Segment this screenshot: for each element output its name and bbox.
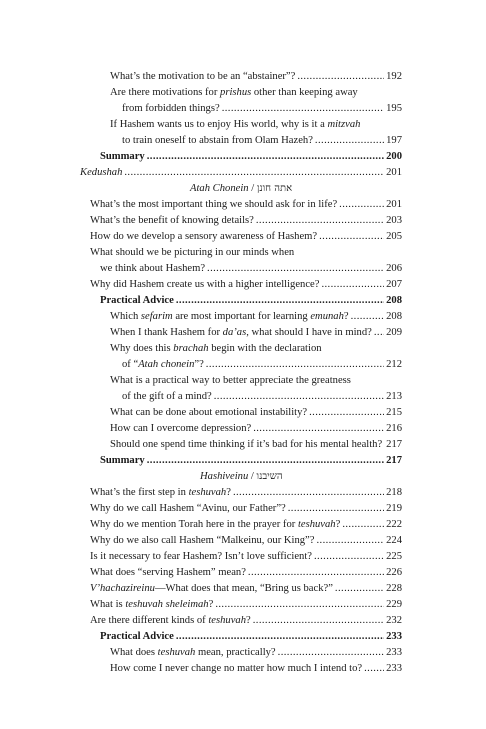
toc-entry xyxy=(90,197,402,213)
toc-entry xyxy=(122,357,402,373)
toc-page-number: 195 xyxy=(386,103,402,114)
leader-dots xyxy=(364,661,384,677)
toc-entry xyxy=(90,565,402,581)
toc-entry xyxy=(110,373,402,389)
toc-entry xyxy=(90,517,402,533)
toc-page-number: 209 xyxy=(386,327,402,338)
toc-entry-title: What does teshuvah mean, practically? xyxy=(110,647,276,658)
toc-page-number: 229 xyxy=(386,599,402,610)
toc-entry xyxy=(90,549,402,565)
toc-entry xyxy=(90,277,402,293)
toc-entry-title: How come I never change no matter how much I intend to? xyxy=(110,663,363,674)
toc-entry-title: V’hachazireinu—What does that mean, “Bring us back?” xyxy=(90,583,333,594)
leader-dots xyxy=(297,69,384,85)
toc-entry-title: What’s the first step in teshuvah? xyxy=(90,487,231,498)
leader-dots xyxy=(222,101,384,117)
leader-dots xyxy=(215,597,384,613)
toc-page-number: 233 xyxy=(386,647,402,658)
toc-page-number: 206 xyxy=(386,263,402,274)
toc-entry xyxy=(110,309,402,325)
toc-page-number: 216 xyxy=(386,423,402,434)
toc-entry-title: Why do we mention Torah here in the prayer for teshuvah? xyxy=(90,519,341,530)
toc-entry xyxy=(122,101,402,117)
toc-entry-title: What can be done about emotional instability? xyxy=(110,407,308,418)
toc-entry-title: Kedushah xyxy=(80,167,123,178)
section-heading-transliteration: Atah Chonein xyxy=(190,183,249,194)
leader-dots xyxy=(339,197,384,213)
toc-page-number: 203 xyxy=(386,215,402,226)
leader-dots xyxy=(342,517,384,533)
leader-dots xyxy=(288,501,384,517)
toc-entry xyxy=(110,69,402,85)
section-heading-transliteration: Hashiveinu xyxy=(200,471,249,482)
toc-page-number: 201 xyxy=(386,199,402,210)
toc-entry xyxy=(110,85,402,101)
leader-dots xyxy=(248,565,384,581)
toc-entry-title: to train oneself to abstain from Olam Hazeh? xyxy=(122,135,313,146)
toc-entry-title: of the gift of a mind? xyxy=(122,391,212,402)
toc-page-number: 208 xyxy=(386,295,402,306)
leader-dots xyxy=(253,421,384,437)
toc-entry-title: How can I overcome depression? xyxy=(110,423,252,434)
toc-entry xyxy=(90,533,402,549)
toc-page-number: 219 xyxy=(386,503,402,514)
toc-entry xyxy=(110,421,402,437)
toc-entry xyxy=(90,485,402,501)
toc-entry xyxy=(122,133,402,149)
toc-page-number: 217 xyxy=(386,439,403,450)
leader-dots xyxy=(147,149,384,165)
toc-entry xyxy=(100,453,402,469)
toc-page-number: 215 xyxy=(386,407,402,418)
toc-entry-title: Why do we also call Hashem “Malkeinu, our King”? xyxy=(90,535,315,546)
toc-page-number: 205 xyxy=(386,231,402,242)
toc-page-number: 201 xyxy=(386,167,402,178)
toc-entry xyxy=(100,149,402,165)
leader-dots xyxy=(319,229,384,245)
leader-dots xyxy=(314,549,384,565)
toc-entry xyxy=(80,165,402,181)
toc-entry-title: Should one spend time thinking if it’s bad for his mental health? xyxy=(110,439,383,450)
toc-entry-title: Why did Hashem create us with a higher intelligence? xyxy=(90,279,320,290)
toc-page-number: 212 xyxy=(386,359,402,370)
toc-entry xyxy=(90,581,402,597)
leader-dots xyxy=(206,357,384,373)
section-heading-hashiveinu: Hashiveinu / השיבנו xyxy=(200,471,283,482)
toc-page-number: 218 xyxy=(386,487,402,498)
toc-page-number: 217 xyxy=(386,455,402,466)
toc-entry-title: Is it necessary to fear Hashem? Isn’t love sufficient? xyxy=(90,551,312,562)
toc-entry xyxy=(90,597,402,613)
toc-page-number: 213 xyxy=(386,391,402,402)
toc-entry xyxy=(100,629,402,645)
toc-page-number: 233 xyxy=(386,631,402,642)
toc-entry xyxy=(110,405,402,421)
toc-entry-title: we think about Hashem? xyxy=(100,263,206,274)
leader-dots xyxy=(233,485,384,501)
leader-dots xyxy=(256,213,384,229)
toc-entry xyxy=(110,645,402,661)
leader-dots xyxy=(335,581,384,597)
toc-entry xyxy=(110,437,402,453)
section-heading-hebrew: אתה חונן xyxy=(256,183,293,194)
toc-page-number: 233 xyxy=(386,663,402,674)
toc-entry xyxy=(90,213,402,229)
toc-page-number: 208 xyxy=(386,311,402,322)
leader-dots xyxy=(176,629,384,645)
toc-entry-title: of “Atah chonein”? xyxy=(122,359,204,370)
leader-dots xyxy=(214,389,384,405)
toc-page-number: 192 xyxy=(386,71,402,82)
toc-entry-title: What does “serving Hashem” mean? xyxy=(90,567,246,578)
leader-dots xyxy=(147,453,384,469)
toc-entry-title: What should we be picturing in our minds when xyxy=(90,247,295,258)
toc-entry xyxy=(110,325,402,341)
toc-entry-title: What’s the motivation to be an “abstainer”? xyxy=(110,71,296,82)
toc-entry xyxy=(90,245,402,261)
toc-entry xyxy=(90,613,402,629)
toc-entry-title: Summary xyxy=(100,151,145,162)
toc-entry-title: What’s the most important thing we should ask for in life? xyxy=(90,199,338,210)
toc-page-number: 232 xyxy=(386,615,402,626)
leader-dots xyxy=(124,165,384,181)
section-heading-hebrew: השיבנו xyxy=(256,471,283,482)
toc-entry xyxy=(110,341,402,357)
toc-entry-title: Practical Advice xyxy=(100,295,174,306)
toc-entry-title: from forbidden things? xyxy=(122,103,220,114)
toc-entry-title: Summary xyxy=(100,455,145,466)
toc-entry-title: Are there different kinds of teshuvah? xyxy=(90,615,251,626)
leader-dots xyxy=(253,613,384,629)
toc-page-number: 207 xyxy=(386,279,402,290)
leader-dots xyxy=(351,309,385,325)
toc-entry-title: Practical Advice xyxy=(100,631,174,642)
toc-entry-title: What is a practical way to better appreciate the greatness xyxy=(110,375,351,386)
toc-entry-title: Why do we call Hashem “Avinu, our Father”? xyxy=(90,503,286,514)
toc-entry xyxy=(90,229,402,245)
leader-dots xyxy=(315,133,384,149)
toc-page-number: 224 xyxy=(386,535,402,546)
toc-page-number: 200 xyxy=(386,151,402,162)
leader-dots xyxy=(207,261,384,277)
leader-dots xyxy=(176,293,384,309)
toc-entry-title: Which sefarim are most important for learning emunah? xyxy=(110,311,349,322)
toc-entry-title: What’s the benefit of knowing details? xyxy=(90,215,254,226)
toc-page-number: 222 xyxy=(386,519,402,530)
toc-entry-title: What is teshuvah sheleimah? xyxy=(90,599,214,610)
toc-page-number: 225 xyxy=(386,551,402,562)
toc-entry xyxy=(110,661,402,677)
toc-page-number: 197 xyxy=(386,135,402,146)
toc-entry-title: If Hashem wants us to enjoy His world, why is it a mitzvah xyxy=(110,119,361,130)
toc-page-number: 226 xyxy=(386,567,402,578)
toc-entry-title: Why does this brachah begin with the declaration xyxy=(110,343,322,354)
leader-dots xyxy=(374,325,384,341)
toc-entry xyxy=(100,261,402,277)
leader-dots xyxy=(321,277,384,293)
toc-entry-title: Are there motivations for prishus other than keeping away xyxy=(110,87,358,98)
leader-dots xyxy=(278,645,384,661)
toc-page-number: 228 xyxy=(386,583,402,594)
toc-entry-title: When I thank Hashem for da’as, what should I have in mind? xyxy=(110,327,372,338)
toc-entry xyxy=(100,293,402,309)
toc-entry xyxy=(90,501,402,517)
toc-entry-title: How do we develop a sensory awareness of Hashem? xyxy=(90,231,318,242)
leader-dots xyxy=(309,405,384,421)
toc-entry xyxy=(122,389,402,405)
leader-dots xyxy=(316,533,384,549)
toc-entry xyxy=(110,117,402,133)
section-heading-atah-chonein: Atah Chonein / אתה חונן xyxy=(190,183,293,194)
